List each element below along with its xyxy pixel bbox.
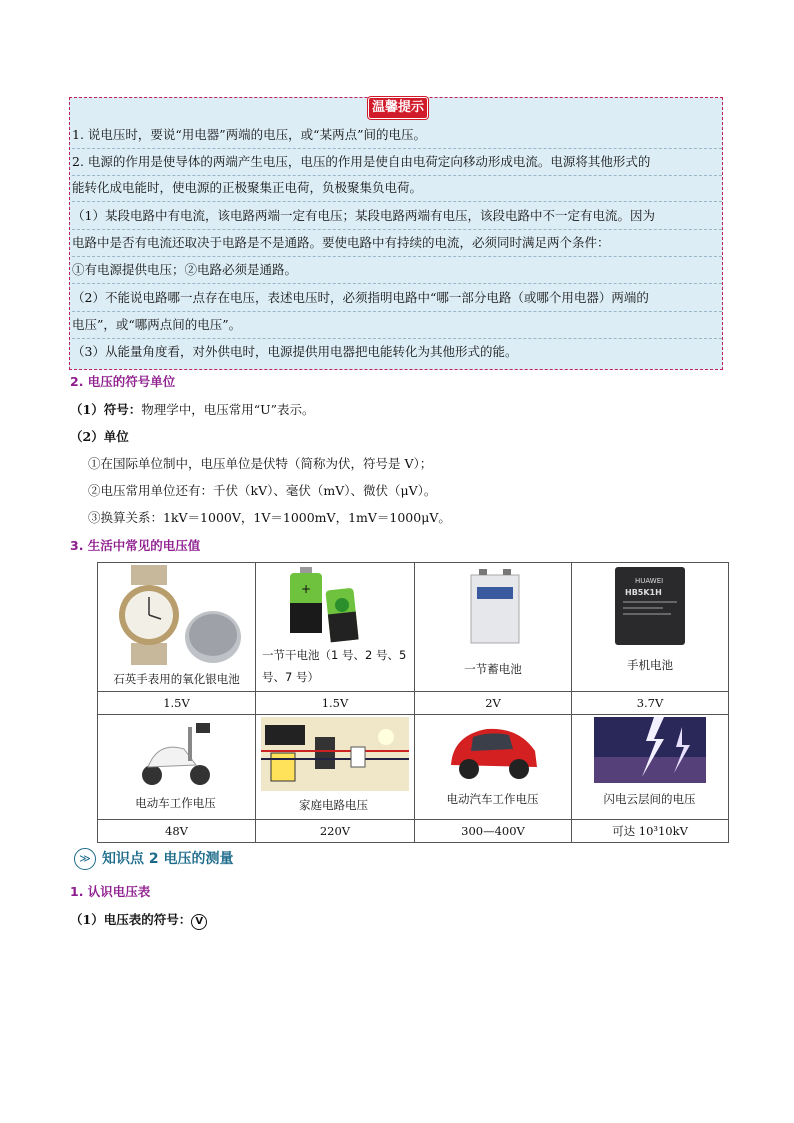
cell-caption: 家庭电路电压	[299, 798, 368, 812]
tip-line: 1. 说电压时，要说“用电器”两端的电压，或“某两点”间的电压。	[72, 122, 722, 149]
symbol-label: （1）符号：	[70, 402, 142, 417]
meter-symbol-line	[70, 910, 207, 930]
voltage-value: 1.5V	[163, 696, 190, 710]
table-cell	[98, 563, 256, 692]
cell-caption: 手机电池	[627, 658, 673, 672]
tip-badge: 温馨提示	[368, 97, 428, 119]
voltage-value: 220V	[319, 824, 351, 838]
section-heading: 2. 电压的符号单位	[70, 374, 176, 389]
meter-symbol-label: （1）电压表的符号：	[70, 912, 192, 927]
symbol-text: 物理学中，电压常用“U”表示。	[141, 402, 315, 417]
svg-text:+: +	[300, 582, 312, 596]
table-cell	[256, 563, 415, 692]
tip-line: （1）某段电路中有电流，该电路两端一定有电压；某段电路两端有电压，该段电路中不一定有电流。因为	[72, 203, 722, 230]
voltage-value: 48V	[165, 824, 188, 838]
unit-item: ①在国际单位制中，电压单位是伏特（简称为伏，符号是 V）；	[88, 456, 433, 471]
voltage-value: 1.5V	[321, 696, 349, 710]
cell-caption: 一节干电池（1 号、2 号、5	[262, 648, 407, 662]
cell-caption: 号、7 号）	[262, 670, 319, 684]
cell-caption: 闪电云层间的电压	[603, 792, 696, 806]
table-cell	[415, 715, 572, 820]
tip-line: 电路中是否有电流还取决于电路是不是通路。要使电路中有持续的电流，必须同时满足两个条件：	[72, 230, 722, 257]
voltage-value: 2V	[485, 696, 501, 710]
unit-item: ③换算关系：1kV＝1000V，1V＝1000mV，1mV＝1000μV。	[88, 510, 451, 525]
unit-item: ②电压常用单位还有：千伏（kV）、毫伏（mV）、微伏（μV）。	[88, 483, 437, 498]
table-cell	[415, 563, 572, 692]
table-cell	[572, 563, 729, 692]
knowledge-point-title: 知识点 2 电压的测量	[102, 851, 234, 867]
unit-label: （2）单位	[70, 429, 129, 444]
dry-battery-image	[286, 565, 386, 645]
cell-caption: 电动车工作电压	[135, 796, 216, 810]
tip-line: ①有电源提供电压；②电路必须是通路。	[72, 257, 722, 284]
battery-model: HB5K1H	[625, 588, 662, 597]
voltmeter-symbol-icon: V	[191, 914, 207, 930]
tip-line: 2. 电源的作用是使导体的两端产生电压，电压的作用是使自由电荷定向移动形成电流。电源将其他形式的	[72, 149, 722, 176]
storage-battery-image	[467, 567, 523, 645]
table-cell	[256, 715, 415, 820]
phone-battery-image	[613, 565, 687, 647]
watch-battery-image	[113, 565, 243, 665]
voltage-table	[97, 562, 729, 843]
tip-line: （2）不能说电路哪一点存在电压，表述电压时，必须指明电路中“哪一部分电路（或哪个用电器）两端的	[72, 285, 722, 312]
lightning-image	[594, 717, 706, 783]
voltage-value: 3.7V	[636, 696, 664, 710]
voltage-value: 可达 10³10kV	[612, 824, 688, 838]
cell-caption: 石英手表用的氧化银电池	[113, 672, 240, 686]
voltage-value: 300—400V	[461, 824, 525, 838]
cell-caption: 电动汽车工作电压	[446, 792, 539, 806]
tip-line: （3）从能量角度看，对外供电时，电源提供用电器把电能转化为其他形式的能。	[72, 344, 518, 359]
section-heading: 3. 生活中常见的电压值	[70, 538, 201, 553]
table-cell	[572, 715, 729, 820]
battery-brand: HUAWEI	[635, 577, 664, 585]
tip-line: 电压”，或“哪两点间的电压”。	[72, 312, 722, 339]
symbol-line	[70, 400, 315, 418]
section-heading: 1. 认识电压表	[70, 884, 151, 899]
home-circuit-image	[261, 717, 409, 791]
tip-line: 能转化成电能时，使电源的正极聚集正电荷，负极聚集负电荷。	[72, 175, 722, 202]
electric-car-image	[447, 721, 541, 783]
arrow-icon: ≫	[74, 848, 96, 870]
scooter-image	[138, 719, 214, 787]
table-cell	[98, 715, 256, 820]
cell-caption: 一节蓄电池	[464, 662, 522, 676]
